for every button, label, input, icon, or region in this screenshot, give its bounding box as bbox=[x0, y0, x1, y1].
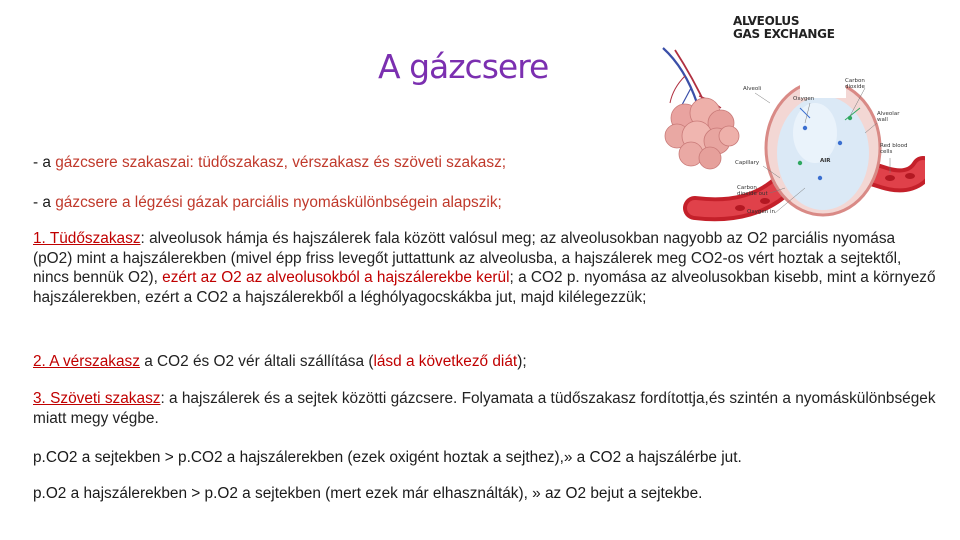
p1-stages-text: gázcsere szakaszai: tüdőszakasz, vérszakasz és szöveti szakasz; bbox=[55, 154, 507, 171]
paragraph-pco2: p.CO2 a sejtekben > p.CO2 a hajszálerekben (ezek oxigént hoztak a sejthez),» a CO2 a hajszálérbe jut. bbox=[33, 449, 742, 466]
p5-body: : a hajszálerek és a sejtek közötti gázcsere. Folyamata a tüdőszakasz fordítottja,és szintén a nyomáskülönbségek miatt megy végbe. bbox=[33, 390, 936, 427]
label-air: AIR bbox=[820, 158, 831, 164]
paragraph-po2: p.O2 a hajszálerekben > p.O2 a sejtekben (mert ezek már elhasználták), » az O2 bejut a sejtekbe. bbox=[33, 485, 703, 502]
paragraph-lung-stage bbox=[33, 229, 938, 307]
p1-prefix: - a bbox=[33, 154, 56, 171]
paragraph-basis bbox=[33, 193, 938, 213]
paragraph-stages bbox=[33, 153, 938, 173]
paragraph-tissue-stage bbox=[33, 389, 938, 428]
p4-tail: ); bbox=[517, 353, 527, 370]
label-oxygen-in: Oxygen in bbox=[747, 209, 775, 215]
p4-body: a CO2 és O2 vér általi szállítása ( bbox=[139, 353, 374, 370]
p3-body: : alveolusok hámja és hajszálerek fala között valósul meg; az alveolusokban nagyobb az O2 parciális nyomása (pO2) mint a hajszálerekben (mivel épp friss levegőt juttattunk az alveolusba, a hajszálerek meg CO2-os vért hoztak a sejtektől, nincs bennük O2), bbox=[33, 230, 902, 286]
slide-title: A gázcsere bbox=[378, 47, 549, 86]
p3-tail: ; a CO2 p. nyomása az alveolusokban kisebb, mint a környező hajszálerekben, ezért a CO2 a hajszálerekből a léghólyagocskákba jut, majd kilélegezzük; bbox=[33, 269, 936, 306]
label-alveolar-wall: Alveolar wall bbox=[877, 111, 900, 123]
label-carbon-dioxide-out: Carbon dioxide out bbox=[737, 185, 768, 197]
next-slide-link[interactable]: lásd a következő diát bbox=[373, 353, 518, 370]
label-alveoli: Alveoli bbox=[743, 86, 762, 92]
p3-heading: 1. Tüdőszakasz bbox=[33, 230, 141, 247]
figure-title-line2: GAS EXCHANGE bbox=[733, 27, 835, 41]
p2-prefix: - a bbox=[33, 194, 56, 211]
label-capillary: Capillary bbox=[735, 160, 760, 166]
p3-highlight: ezért az O2 az alveolusokból a hajszálerekbe kerül bbox=[157, 269, 510, 286]
p4-heading: 2. A vérszakasz bbox=[33, 353, 140, 370]
paragraph-blood-stage bbox=[33, 352, 938, 372]
label-oxygen: Oxygen bbox=[793, 96, 815, 102]
p2-basis-text: gázcsere a légzési gázak parciális nyomáskülönbségein alapszik; bbox=[55, 194, 502, 211]
label-carbon-dioxide: Carbon dioxide bbox=[845, 78, 865, 90]
figure-title-line1: ALVEOLUS bbox=[733, 14, 800, 28]
p5-heading: 3. Szöveti szakasz bbox=[33, 390, 161, 407]
label-red-blood-cells: Red blood cells bbox=[880, 143, 908, 155]
alveolus-gas-exchange-figure bbox=[655, 8, 925, 223]
